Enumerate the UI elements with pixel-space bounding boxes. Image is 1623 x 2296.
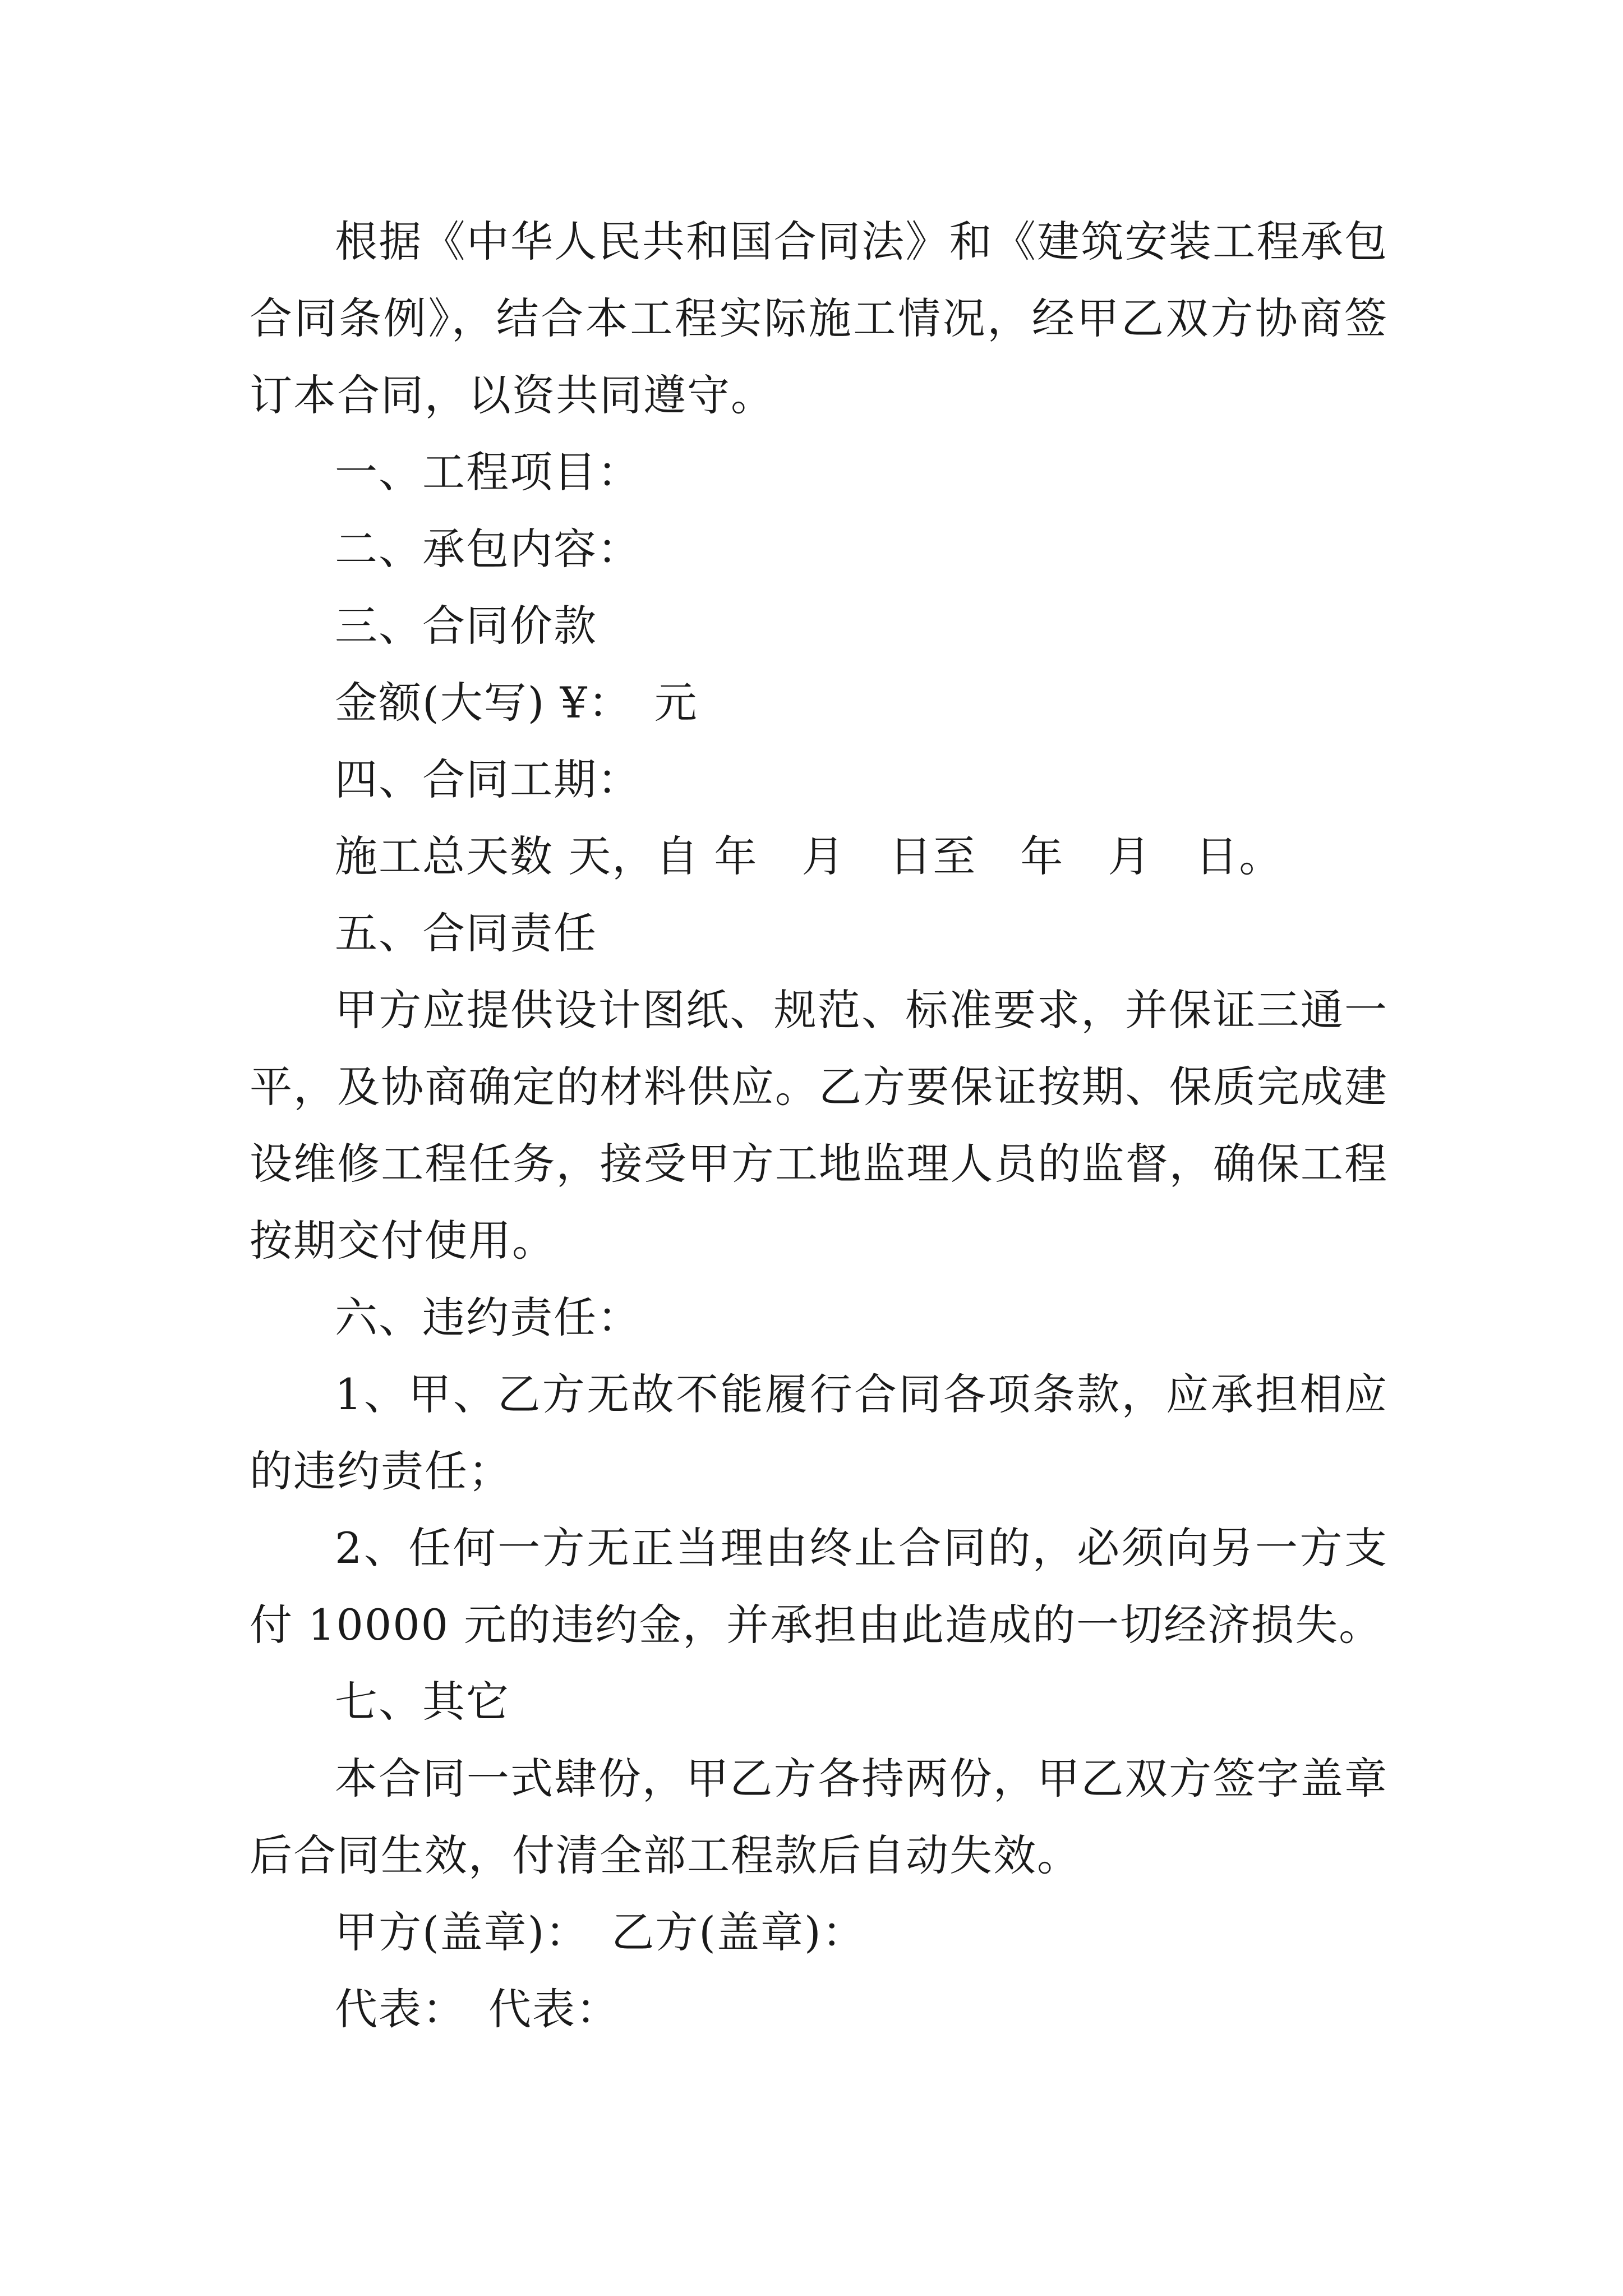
section-other-heading: 七、其它 xyxy=(335,1677,510,1727)
contract-body xyxy=(250,203,1388,2047)
seal-line: 甲方(盖章)： 乙方(盖章)： xyxy=(335,1907,866,1957)
schedule-line: 施工总天数 天，自 年 月 日至 年 月 日。 xyxy=(335,831,1283,881)
breach-clause-2: 2、任何一方无正当理由终止合同的，必须向另一方支付 10000 元的违约金，并承担由此造成的一切经济损失。 xyxy=(250,1523,1388,1650)
section-price-heading: 三、合同价款 xyxy=(335,601,597,651)
representative-line: 代表： 代表： xyxy=(335,1984,620,2034)
responsibility-paragraph: 甲方应提供设计图纸、规范、标准要求，并保证三通一平，及协商确定的材料供应。乙方要保证按期、保质完成建设维修工程任务，接受甲方工地监理人员的监督，确保工程按期交付使用。 xyxy=(250,985,1388,1266)
section-schedule-heading: 四、合同工期： xyxy=(335,754,641,804)
section-scope-heading: 二、承包内容： xyxy=(335,524,641,574)
breach-clause-1: 1、甲、乙方无故不能履行合同各项条款，应承担相应的违约责任； xyxy=(250,1369,1388,1496)
section-breach-heading: 六、违约责任： xyxy=(335,1292,641,1342)
preamble-paragraph: 根据《中华人民共和国合同法》和《建筑安装工程承包合同条例》，结合本工程实际施工情况，经甲乙双方协商签订本合同，以资共同遵守。 xyxy=(250,217,1388,420)
amount-line: 金额(大写) ¥： 元 xyxy=(335,678,698,728)
section-project-heading: 一、工程项目： xyxy=(335,447,641,497)
section-responsibility-heading: 五、合同责任 xyxy=(335,908,597,958)
other-paragraph: 本合同一式肆份，甲乙方各持两份，甲乙双方签字盖章后合同生效，付清全部工程款后自动失效。 xyxy=(250,1754,1388,1880)
